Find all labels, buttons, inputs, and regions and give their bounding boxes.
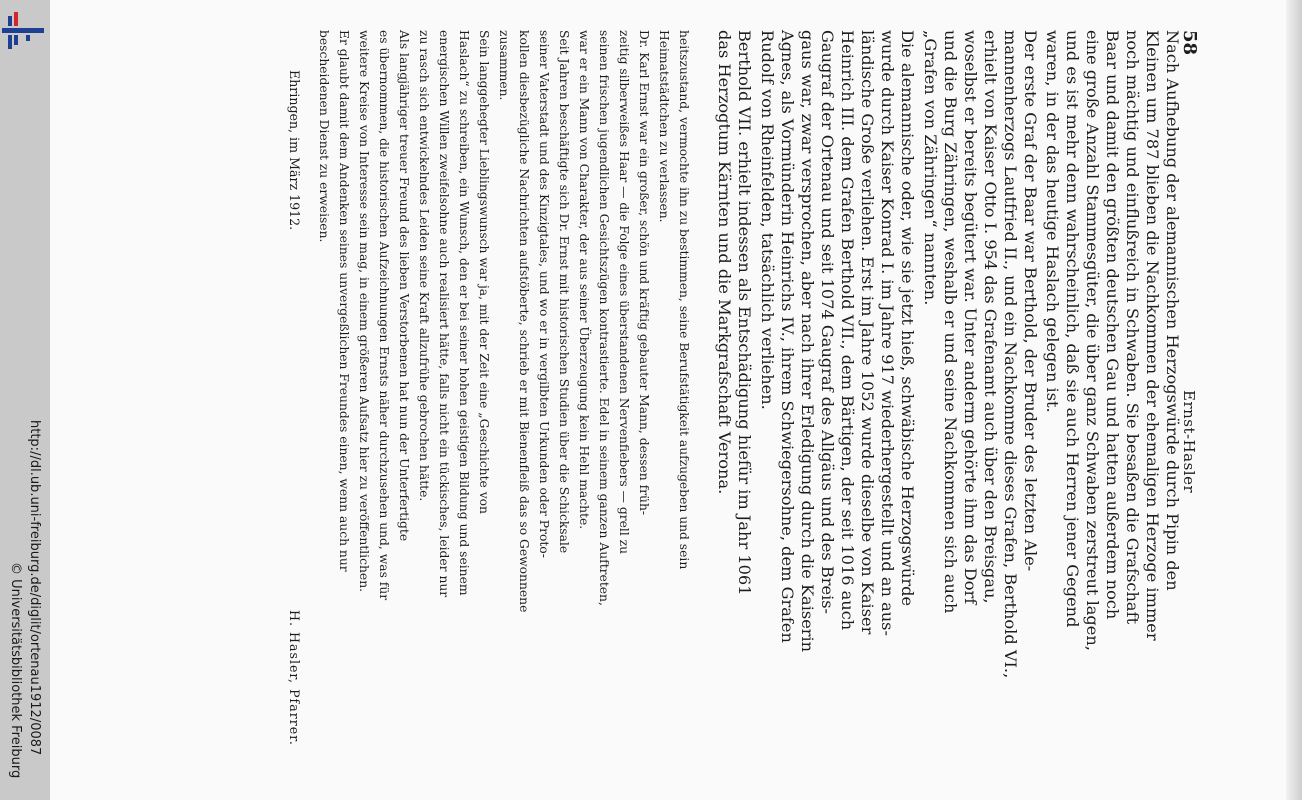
footnote-paragraph-2: Dr. Karl Ernst war ein großer, schön und kräftig gebauter Mann, dessen früh- zeitig silberweißes Haar — die Folge eines überstandenen Nervenfiebers — grell zu seinen frischen jugendlichen Gesichtszügen kontrastierte. Edel in seinem ganzen Auftreten, war er ein Mann von Charakter, der aus seiner Überzeugung kein Hehl machte.	[577, 30, 651, 606]
body-paragraph-3: Die alemannische oder, wie sie jetzt hieß, schwäbische Herzogswürde wurde durch Kaiser Konrad I. im Jahre 917 wiederhergestellt und an aus- ländische Große verliehen. Erst im Jahre 1052 wurde dieselbe von Kaiser Heinrich III. dem Grafen Berthold VII., dem Bärtigen, der seit 1016 auch Gaugraf der Ortenau und seit 1074 Gaugraf des Allgäus und des Breis- gaus war, zwar versprochen, aber nach ihrer Erledigung durch die Kaiserin Agnes, als Vormünderin Heinrichs IV., ihrem Schwiegersohne, dem Grafen Rudolf von Rheinfelden, tatsächlich verliehen.	[758, 30, 917, 653]
place-date: Ehringen, im März 1912.	[287, 70, 302, 231]
footnote-paragraph-3: Seit Jahren beschäftigte sich Dr. Ernst mit historischen Studien über die Schicksale seiner Vaterstadt und des Kinzigtales, und wo er in vergilbten Urkunden oder Proto- kollen diesbezügliche Nachrichten aufstöberte, schrieb er mit Bienenfleiß das so Gewonnene zusammen.	[497, 30, 571, 613]
page-edge	[1286, 0, 1302, 800]
body-paragraph-2: Der erste Graf der Baar war Berthold, der Bruder des letzten Ale- mannenherzogs Lautfried II., und ein Nachkomme dieses Grafen, Berthold VI., erhielt von Kaiser Otto I. 954 das Grafenamt auch über den Breisgau, woselbst er bereits begütert war. Unter anderm gehörte ihm das Dorf und die Burg Zähringen, weshalb er und seine Nachkommen sich auch „Grafen von Zähringen“ nannten.	[921, 30, 1040, 679]
university-library-logo-icon[interactable]	[2, 8, 44, 52]
body-paragraph-4: Berthold VII. erhielt indessen als Entschädigung hiefür im Jahr 1061 das Herzogtum Kärnten und die Markgrafschaft Verona.	[715, 30, 754, 596]
signature: H. Hasler, Pfarrer.	[287, 610, 302, 746]
viewer-sidebar	[0, 0, 50, 800]
footnote-paragraph-4: Sein langgehegter Lieblingswunsch war ja, mit der Zeit eine „Geschichte von Haslach“ zu schreiben, ein Wunsch, den er bei seiner hohen geistigen Bildung und seinem energischen Willen zweifelsohne auch realisiert hätte, falls nicht ein tückisches, leider nur zu rasch sich entwickelndes Leiden seine Kraft allzufrühe gebrochen hätte.	[417, 30, 491, 598]
footnote-paragraph-1: heitszustand, vermochte ihn zu bestimmen, seine Berufstätigkeit aufzugeben und sein Heimatstädtchen zu verlassen.	[657, 30, 691, 570]
document-url[interactable]: http://dl.ub.uni-freiburg.de/diglit/ortenau1912/0087	[27, 420, 42, 756]
copyright-notice: © Universitätsbibliothek Freiburg	[8, 562, 23, 779]
running-head: Ernst-Hasler	[1180, 390, 1198, 494]
footnote-paragraph-5: Als langjähriger treuer Freund des lieben Verstorbenen hat nun der Unterfertigte es übernommen, die historischen Aufzeichnungen Ernsts näher durchzusehen und, was für weitere Kreise von Interesse sein mag, in einem größeren Aufsatz hier zu veröffentlichen. Er glaubt damit dem Andenken seines unvergeßlichen Freundes einen, wenn auch nur bescheidenen Dienst zu erweisen.	[317, 30, 411, 601]
rotated-page-content	[200, 30, 1200, 750]
page-number: 58	[1179, 30, 1200, 56]
body-paragraph-1: Nach Aufhebung der alemannischen Herzogswürde durch Pipin den Kleinen um 787 blieben die Nachkommen der ehemaligen Herzoge immer noch mächtig und einflußreich in Schwaben. Sie besaßen die Grafschaft Baar und damit den größten deutschen Gau und hatten außerdem noch eine große Anzahl Stammesgüter, die über ganz Schwaben zerstreut lagen, und es ist mehr denn wahrscheinlich, daß sie auch Herren jener Gegend waren, in der das heutige Haslach gelegen ist.	[1043, 30, 1182, 651]
